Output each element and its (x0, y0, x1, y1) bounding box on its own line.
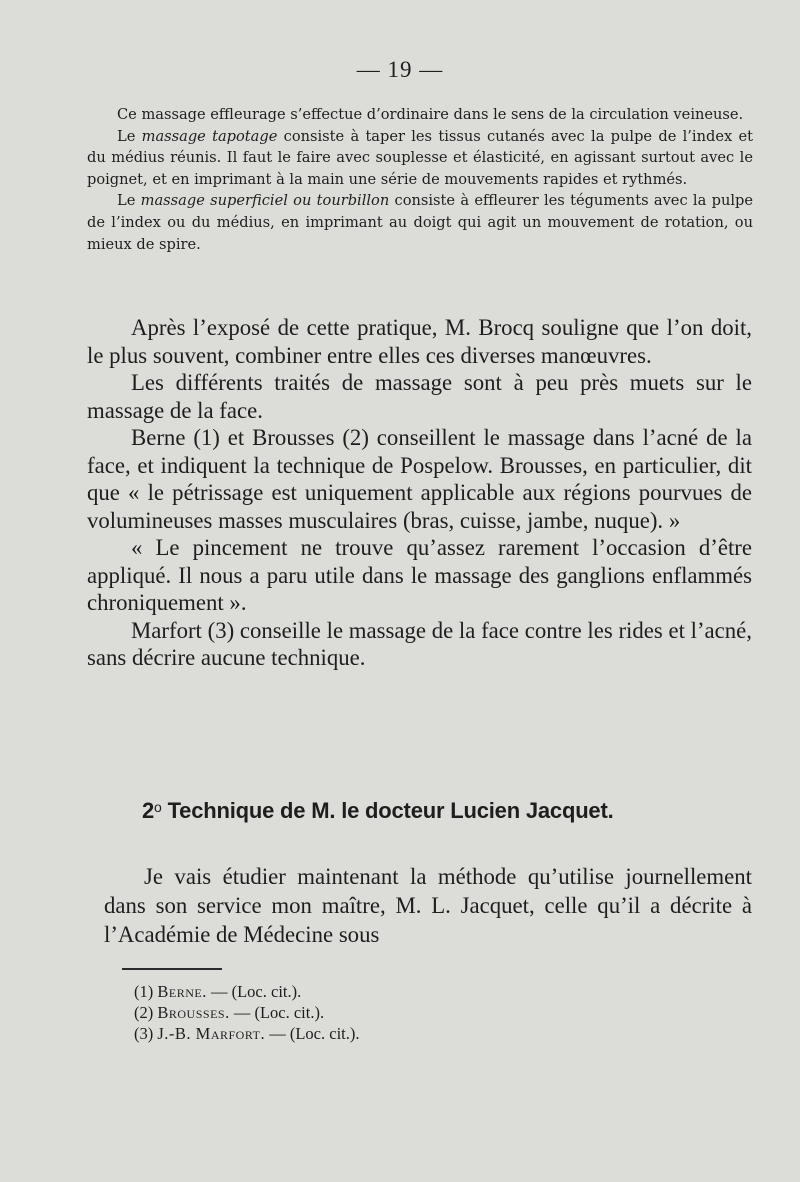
paragraph: Marfort (3) conseille le massage de la face contre les rides et l’acné, sans décrire aucune technique. (87, 617, 752, 670)
footnote: (3) J.-B. Marfort. — (Loc. cit.). (134, 1024, 360, 1043)
paragraph: Je vais étudier maintenant la méthode qu’utilise journellement dans son service mon maître, M. L. Jacquet, celle qu’il a décrite à l’Académie de Médecine sous (104, 864, 752, 947)
footnote: (1) Berne. — (Loc. cit.). (134, 982, 302, 1001)
section-text-block (104, 862, 752, 949)
paragraph: Les différents traités de massage sont à peu près muets sur le massage de la face. (87, 370, 752, 423)
paragraph: Après l’exposé de cette pratique, M. Brocq souligne que l’on doit, le plus souvent, combiner entre elles ces diverses manœuvres. (87, 315, 752, 368)
page-number: — 19 — (356, 57, 444, 82)
footnote: (2) Brousses. — (Loc. cit.). (134, 1003, 325, 1022)
paragraph: Le massage superficiel ou tourbillon consiste à effleurer les téguments avec la pulpe de l’index ou du médius, en imprimant au doigt qui agit un mouvement de rotation, ou mieux de spire. (87, 192, 753, 253)
paragraph: « Le pincement ne trouve qu’assez rarement l’occasion d’être appliqué. Il nous a paru utile dans le massage des ganglions enflammés chroniquement ». (87, 535, 752, 615)
small-print-block (87, 104, 753, 255)
footnote-divider (122, 968, 222, 970)
paragraph: Ce massage effleurage s’effectue d’ordinaire dans le sens de la circulation veineuse. (117, 106, 744, 123)
section-title: Technique de M. le docteur Lucien Jacquet. (167, 798, 614, 823)
emphasis: massage superficiel ou tourbillon (140, 192, 390, 210)
main-text-block (87, 314, 752, 672)
section-heading: 2$^o$ Technique de M. le docteur Lucien Jacquet. (142, 798, 614, 823)
paragraph: Berne (1) et Brousses (2) conseillent le massage dans l’acné de la face, et indiquent la technique de Pospelow. Brousses, en particulier, dit que « le pétrissage est uniquement applicable aux régions pourvues de volumineuses masses musculaires (bras, cuisse, jambe, nuque). » (87, 425, 752, 533)
footnotes (134, 981, 694, 1044)
emphasis: massage tapotage (141, 127, 278, 145)
paragraph: Le massage tapotage consiste à taper les tissus cutanés avec la pulpe de l’index et du médius réunis. Il faut le faire avec souplesse et élasticité, en agissant surtout avec le poignet, et en imprimant à la main une série de mouvements rapides et rythmés. (87, 127, 754, 188)
